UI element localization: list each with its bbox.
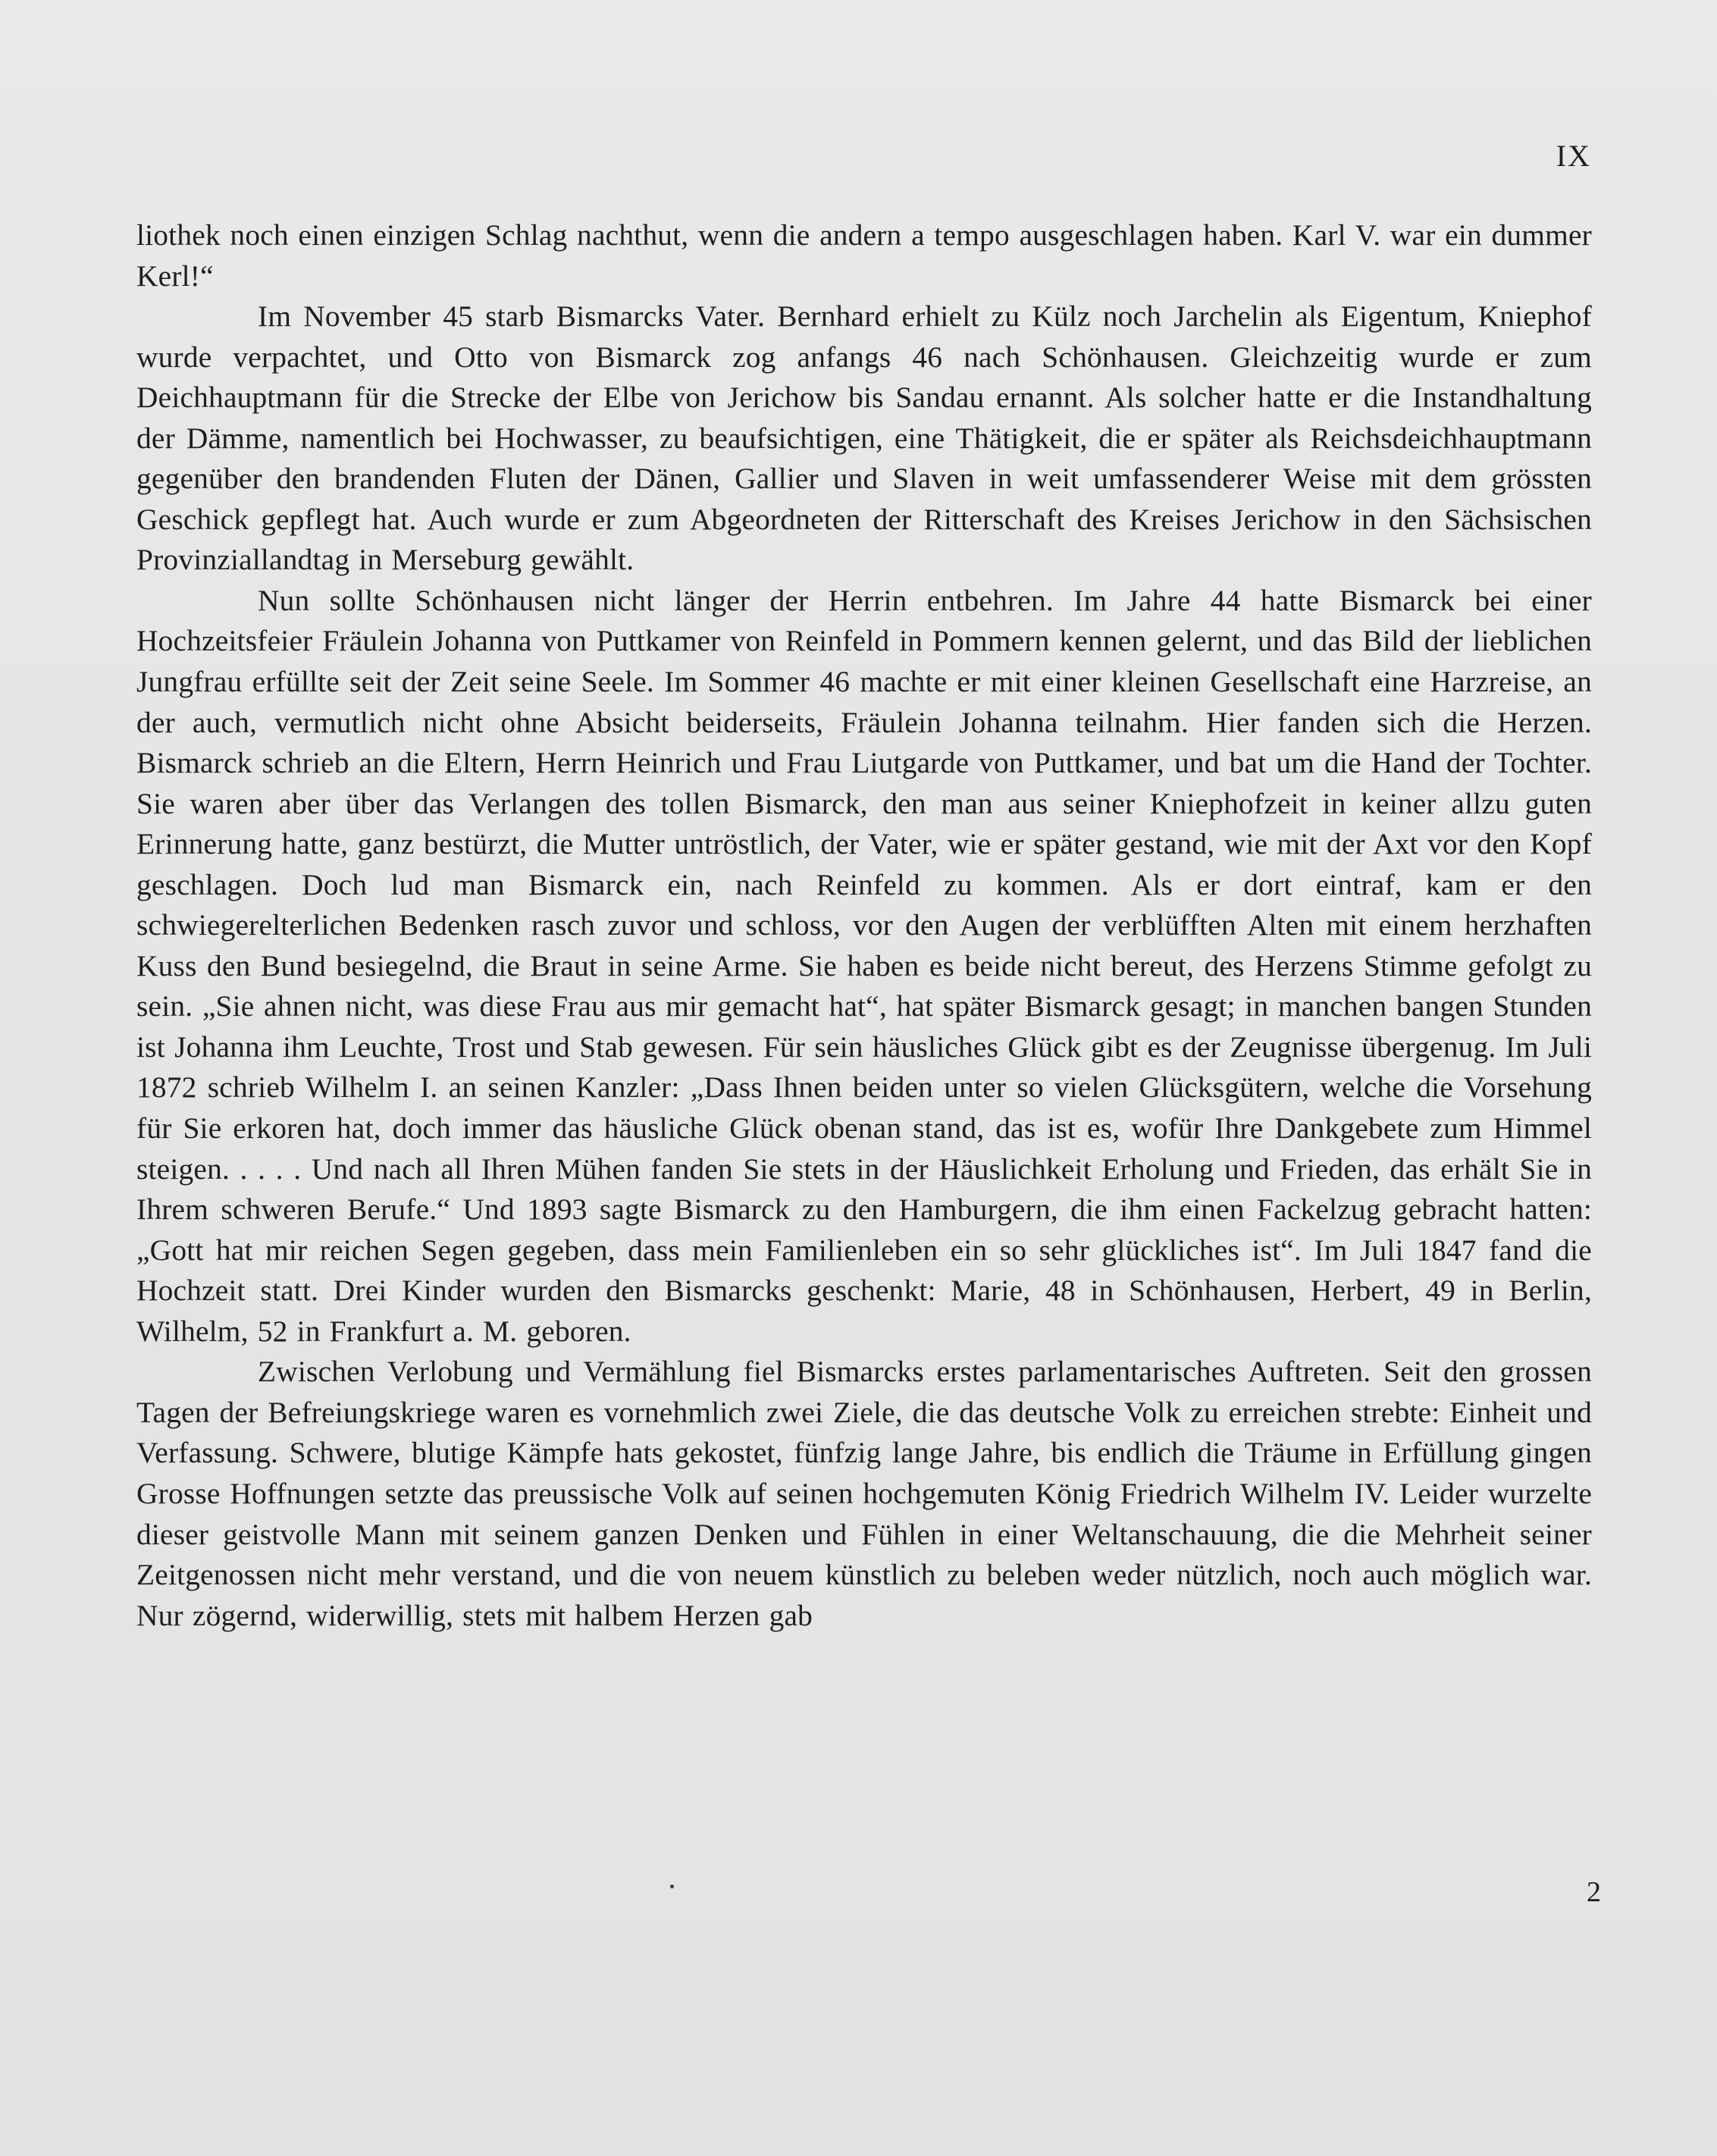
signature-mark: 2 (1587, 1876, 1601, 1908)
page-number: IX (1556, 139, 1591, 173)
paragraph-parliament: Zwischen Verlobung und Vermählung fiel Bismarcks erstes parlamentarisches Auftreten. Seit den grossen Tagen der Befreiungskriege waren es vornehmlich zwei Ziele, die das deutsche Volk zu erreichen strebte: Einheit und Verfassung. Schwere, blutige Kämpfe hats gekostet, fünfzig lange Jahre, bis endlich die Träume in Erfüllung gingen Grosse Hoffnungen setzte das preussische Volk auf seinen hochgemuten König Friedrich Wilhelm IV. Leider wurzelte dieser geistvolle Mann mit seinem ganzen Denken und Fühlen in einer Weltanschauung, die die Mehrheit seiner Zeitgenossen nicht mehr verstand, und die von neuem künstlich zu beleben weder nützlich, noch auch möglich war. Nur zögernd, widerwillig, stets mit halbem Herzen gab (136, 1355, 1592, 1632)
paragraph-marriage: Nun sollte Schönhausen nicht länger der Herrin entbehren. Im Jahre 44 hatte Bismarck bei einer Hochzeitsfeier Fräulein Johanna von Puttkamer von Reinfeld in Pommern kennen gelernt, und das Bild der lieblichen Jungfrau erfüllte seit der Zeit seine Seele. Im Sommer 46 machte er mit einer kleinen Gesellschaft eine Harzreise, an der auch, vermutlich nicht ohne Absicht beiderseits, Fräulein Johanna teilnahm. Hier fanden sich die Herzen. Bismarck schrieb an die Eltern, Herrn Heinrich und Frau Liutgarde von Puttkamer, und bat um die Hand der Tochter. Sie waren aber über das Verlangen des tollen Bismarck, den man aus seiner Kniephofzeit in keiner allzu guten Erinnerung hatte, ganz bestürzt, die Mutter untröstlich, der Vater, wie er später gestand, wie mit der Axt vor den Kopf geschlagen. Doch lud man Bismarck ein, nach Reinfeld zu kommen. Als er dort eintraf, kam er den schwiegerelterlichen Bedenken rasch zuvor und schloss, vor den Augen der verblüfften Alten mit einem herzhaften Kuss den Bund besiegelnd, die Braut in seine Arme. Sie haben es beide nicht bereut, des Herzens Stimme gefolgt zu sein. „Sie ahnen nicht, was diese Frau aus mir gemacht hat“, hat später Bismarck gesagt; in manchen bangen Stunden ist Johanna ihm Leuchte, Trost und Stab gewesen. Für sein häusliches Glück gibt es der Zeugnisse übergenug. Im Juli 1872 schrieb Wilhelm I. an seinen Kanzler: „Dass Ihnen beiden unter so vielen Glücksgütern, welche die Vorsehung für Sie erkoren hat, doch immer das häusliche Glück obenan stand, das ist es, wofür Ihre Dankgebete zum Himmel steigen. . . . . Und nach all Ihren Mühen fanden Sie stets in der Häuslichkeit Erholung und Frieden, das erhält Sie in Ihrem schweren Berufe.“ Und 1893 sagte Bismarck zu den Hamburgern, die ihm einen Fackelzug gebracht hatten: „Gott hat mir reichen Segen gegeben, dass mein Familienleben ein so sehr glückliches ist“. Im Juli 1847 fand die Hochzeit statt. Drei Kinder wurden den Bismarcks geschenkt: Marie, 48 in Schönhausen, Herbert, 49 in Berlin, Wilhelm, 52 in Frankfurt a. M. geboren. (136, 583, 1592, 1348)
paragraph-father-death: Im November 45 starb Bismarcks Vater. Bernhard erhielt zu Külz noch Jarchelin als Eigentum, Kniephof wurde verpachtet, und Otto von Bismarck zog anfangs 46 nach Schönhausen. Gleichzeitig wurde er zum Deichhauptmann für die Strecke der Elbe von Jerichow bis Sandau ernannt. Als solcher hatte er die Instandhaltung der Dämme, namentlich bei Hochwasser, zu beaufsichtigen, eine Thätigkeit, die er später als Reichsdeichhauptmann gegenüber den brandenden Fluten der Dänen, Gallier und Slaven in weit umfassenderer Weise mit dem grössten Geschick gepflegt hat. Auch wurde er zum Abgeordneten der Ritterschaft des Kreises Jerichow in den Sächsischen Provinziallandtag in Merseburg gewählt. (136, 299, 1592, 577)
paragraph-continuation: liothek noch einen einzigen Schlag nachthut, wenn die andern a tempo ausgeschlagen haben. Karl V. war ein dummer Kerl!“ (136, 218, 1592, 293)
print-speck (670, 1885, 674, 1888)
body-text (136, 215, 1592, 1636)
